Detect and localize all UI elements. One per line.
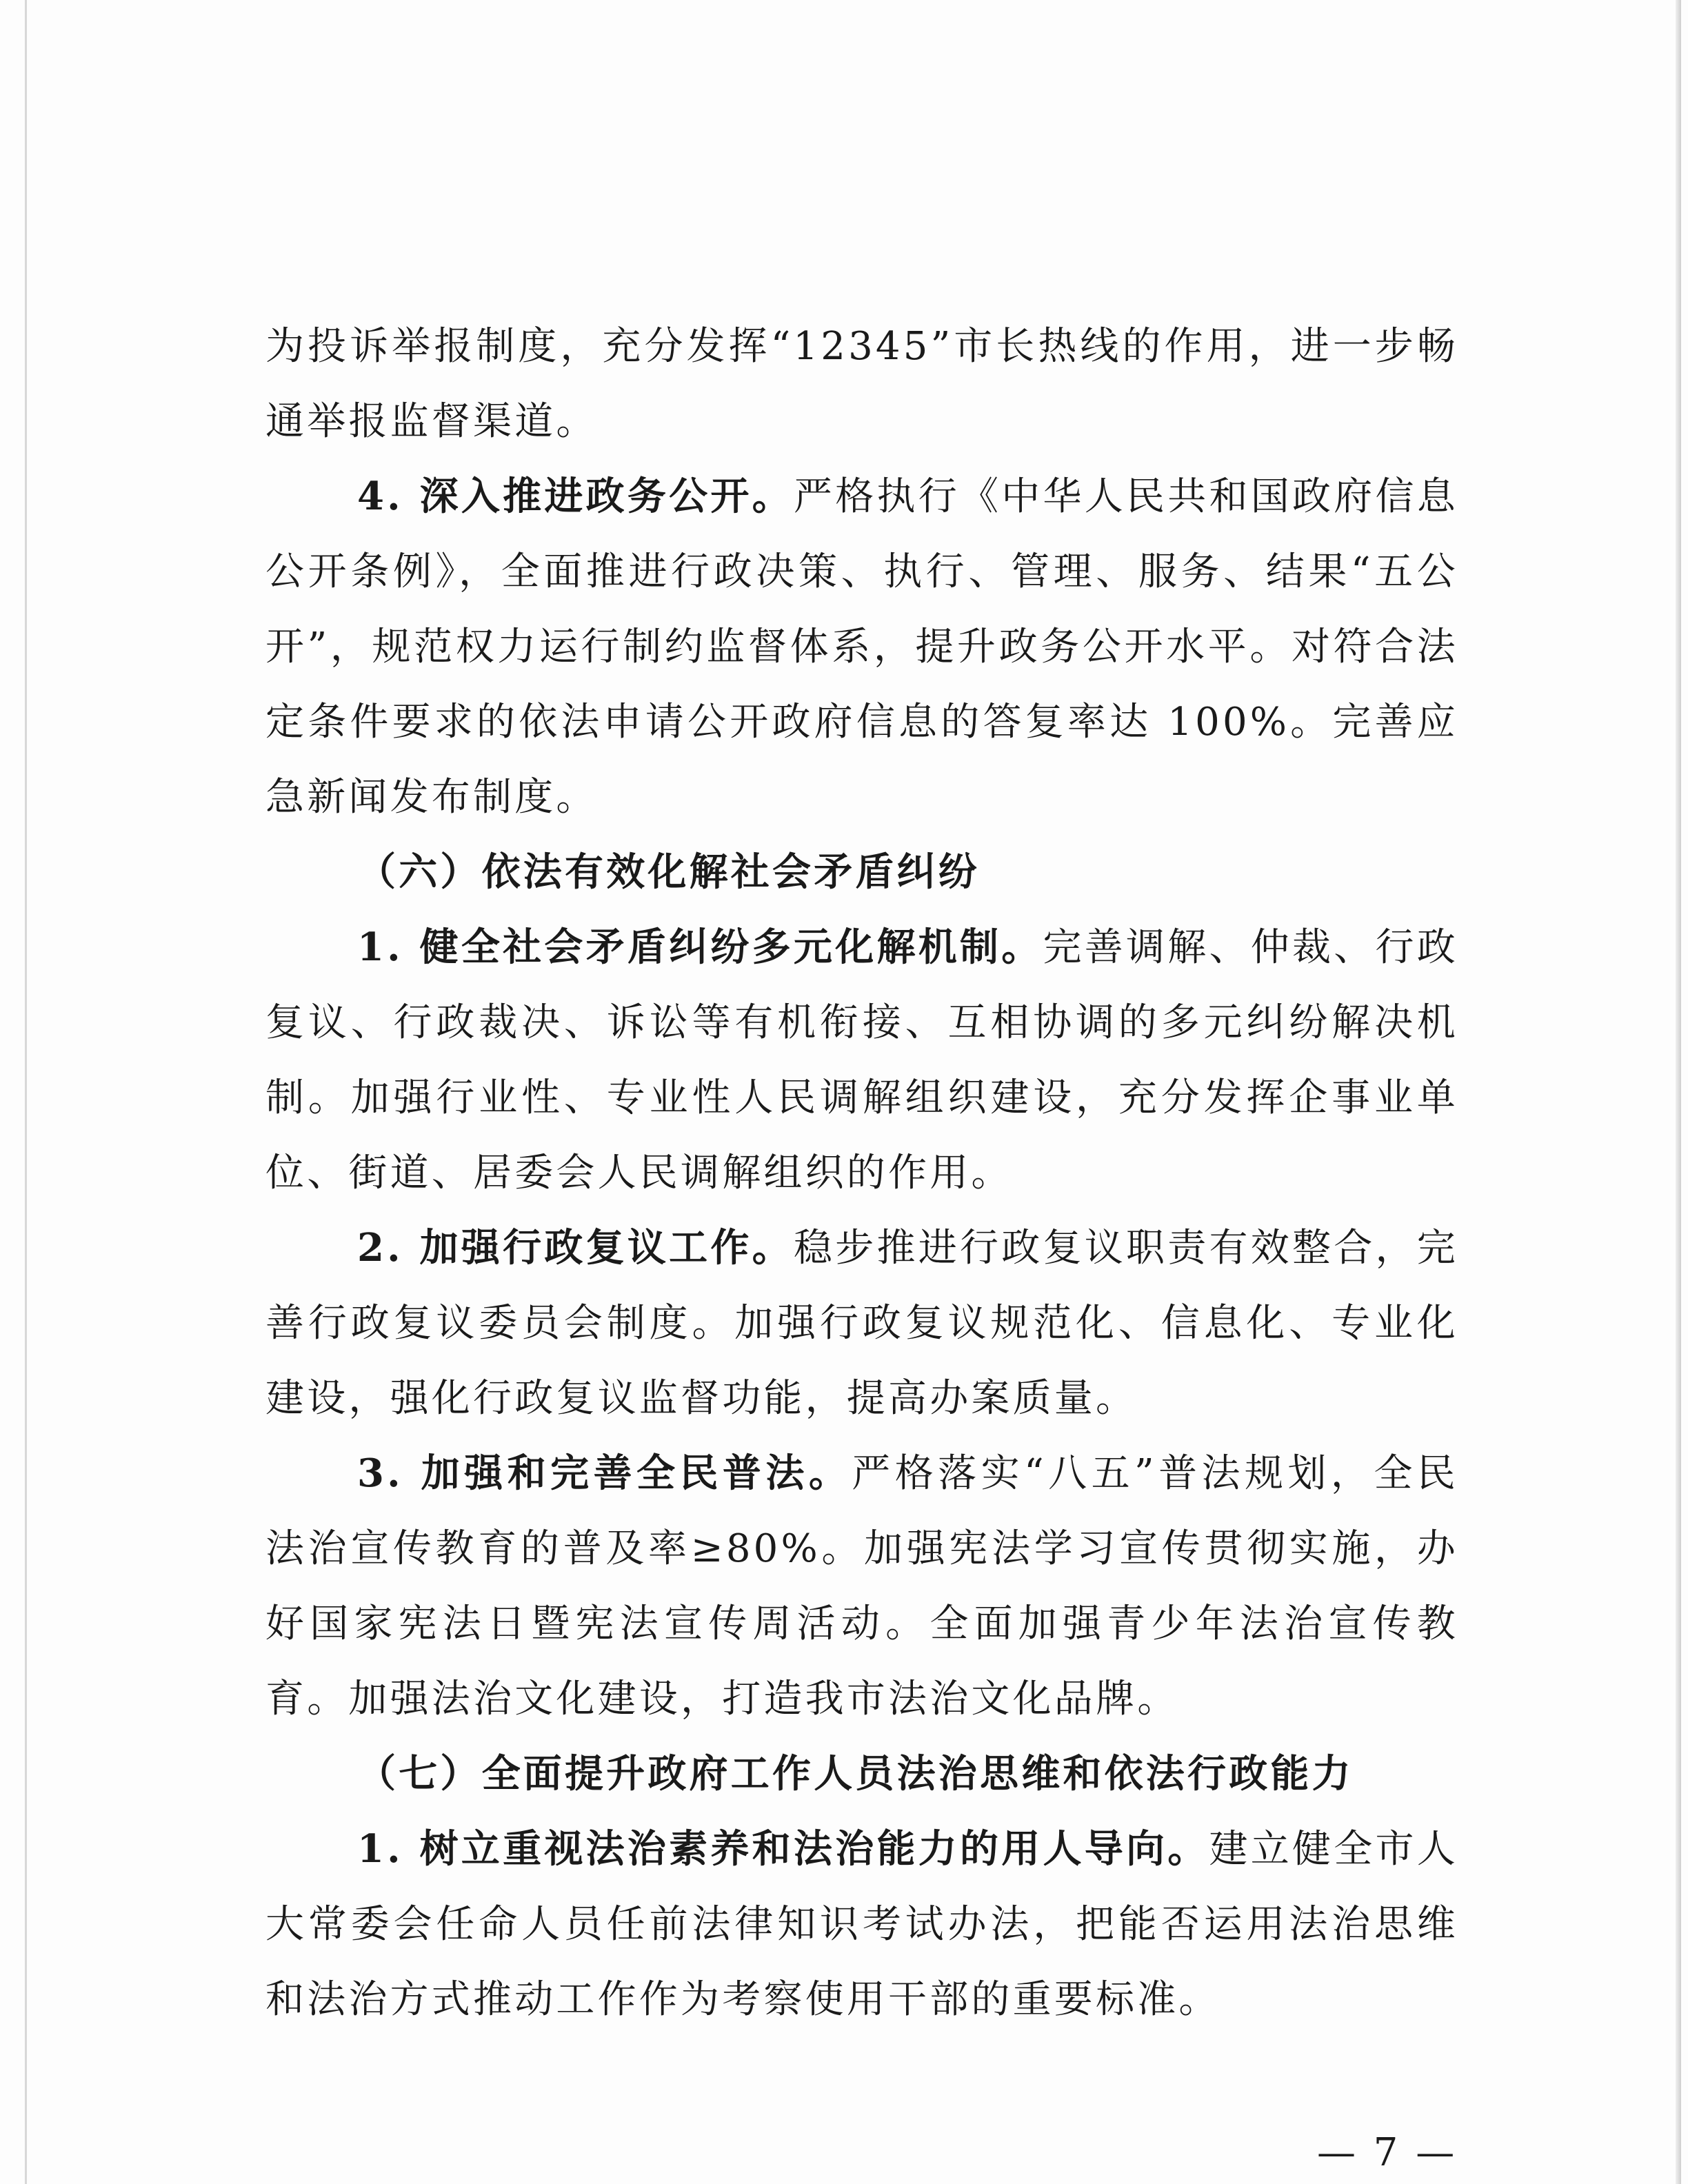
scan-left-edge (25, 0, 27, 2184)
paragraph-lead: 2. 加强行政复议工作。 (357, 1225, 794, 1271)
paragraph-text: 稳步推进行政复议职责有效整合，完善行政复议委员会制度。加强行政复议规范化、信息化、专业化建设，强化行政复议监督功能，提高办案质量。 (265, 1226, 1458, 1421)
paragraph-text: 建立健全市人大常委会任命人员任前法律知识考试办法，把能否运用法治思维和法治方式推动工作作为考察使用干部的重要标准。 (265, 1827, 1459, 2022)
paragraph-government-affairs-disclosure (265, 459, 1458, 835)
paragraph-text: 严格落实“八五”普法规划，全民法治宣传教育的普及率≥80%。加强宪法学习宣传贯彻实施，办好国家宪法日暨宪法宣传周活动。全面加强青少年法治宣传教育。加强法治文化建设，打造我市法治文化品牌。 (265, 1451, 1458, 1721)
paragraph-lead: 1. 树立重视法治素养和法治能力的用人导向。 (357, 1826, 1209, 1872)
paragraph-administrative-review (265, 1211, 1458, 1436)
paragraph-dispute-resolution-mechanism (265, 910, 1458, 1211)
paragraph-legal-literacy-orientation (265, 1812, 1458, 2037)
paragraph-legal-education (265, 1436, 1458, 1737)
document-body (265, 309, 1458, 2037)
page-number: — 7 — (1317, 2130, 1458, 2175)
paragraph-text: 完善调解、仲裁、行政复议、行政裁决、诉讼等有机衔接、互相协调的多元纠纷解决机制。加强行业性、专业性人民调解组织建设，充分发挥企事业单位、街道、居委会人民调解组织的作用。 (265, 925, 1459, 1195)
section-heading-seven: （七）全面提升政府工作人员法治思维和依法行政能力 (357, 1751, 1354, 1797)
paragraph-text: 为投诉举报制度，充分发挥“12345”市长热线的作用，进一步畅通举报监督渠道。 (265, 324, 1458, 444)
paragraph-lead: 3. 加强和完善全民普法。 (357, 1450, 852, 1496)
paragraph-lead: 1. 健全社会矛盾纠纷多元化解机制。 (357, 924, 1043, 970)
scan-right-edge (1676, 0, 1681, 2184)
section-heading-six: （六）依法有效化解社会矛盾纠纷 (357, 849, 980, 895)
paragraph-continuation (265, 309, 1458, 459)
paragraph-lead: 4. 深入推进政务公开。 (357, 474, 794, 519)
paragraph-text: 严格执行《中华人民共和国政府信息公开条例》，全面推进行政决策、执行、管理、服务、结果“五公开”，规范权力运行制约监督体系，提升政务公开水平。对符合法定条件要求的依法申请公开政府信息的答复率达 100%。完善应急新闻发布制度。 (265, 474, 1458, 820)
